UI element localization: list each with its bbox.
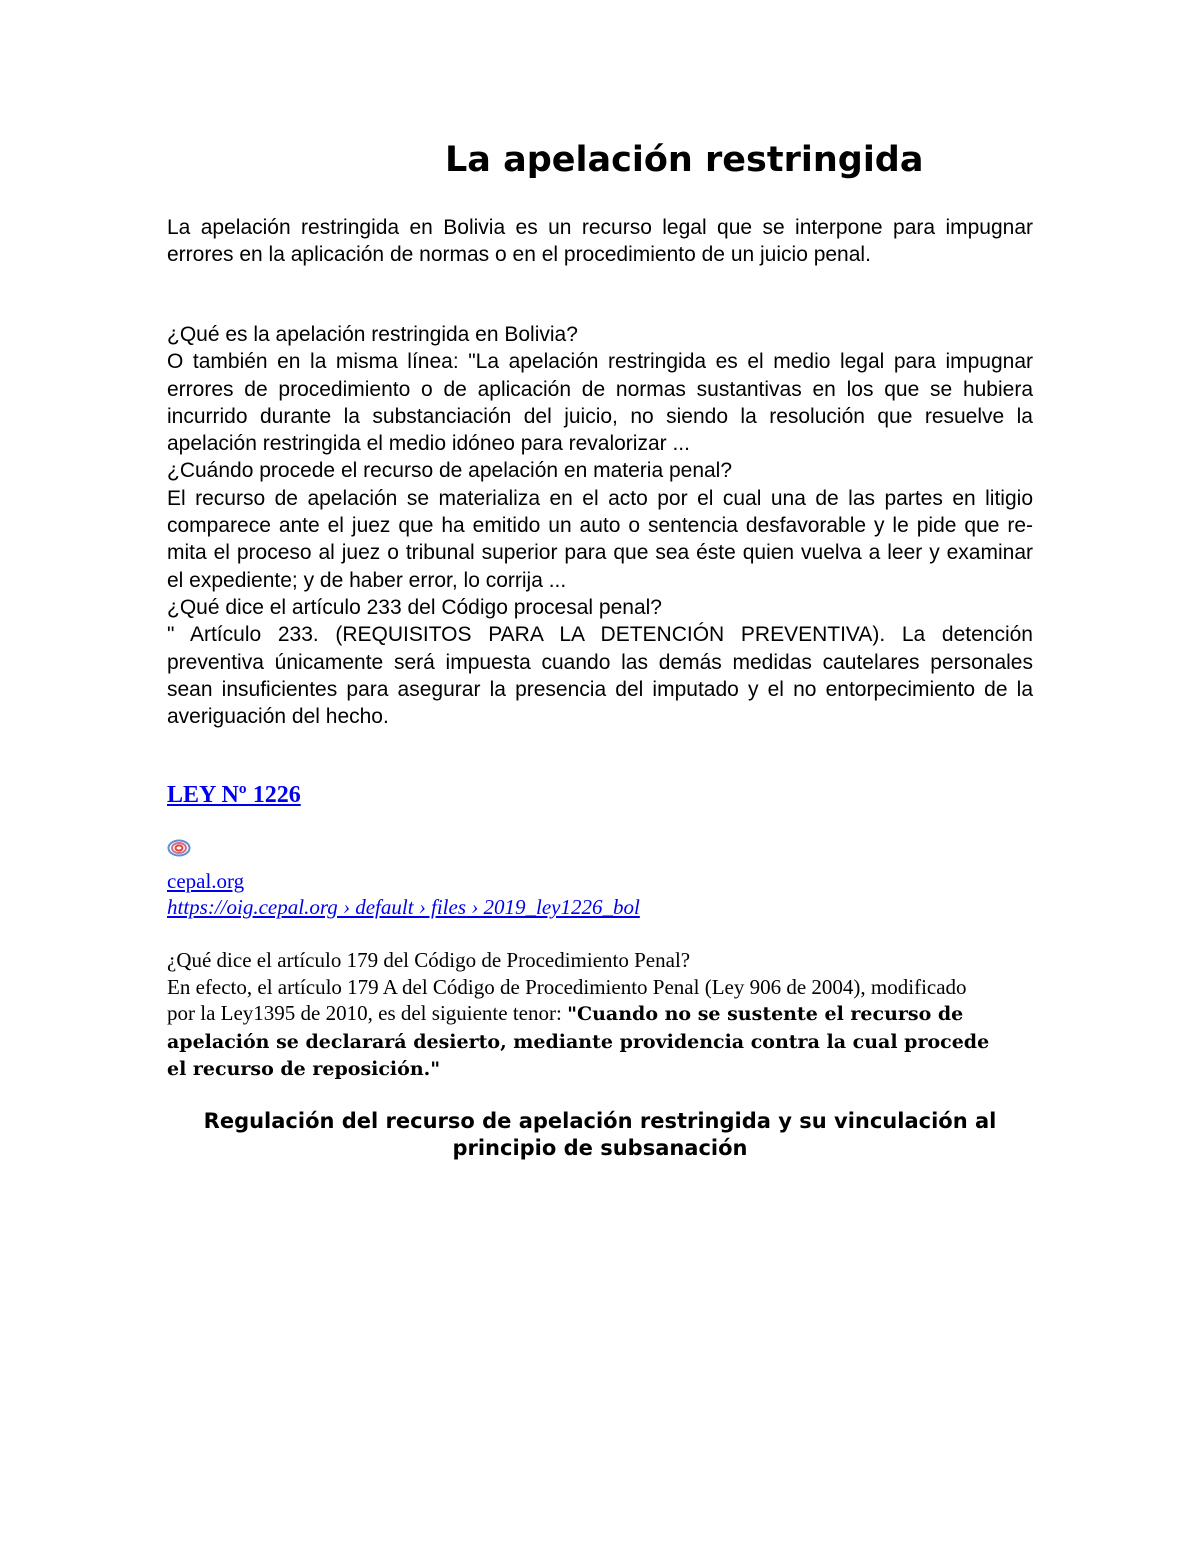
answer-4	[167, 974, 997, 1083]
cepal-logo-icon	[167, 839, 191, 857]
question-4: ¿Qué dice el artículo 179 del Código de Procedimiento Penal?	[167, 948, 691, 972]
cepal-url-link[interactable]: https://oig.cepal.org › default › files › 2019_ley1226_bol	[167, 895, 640, 919]
question-2: ¿Cuándo procede el recurso de apelación en materia penal?	[167, 459, 733, 483]
intro-section	[167, 214, 1033, 269]
answer-4-plain: En efecto, el artículo 179 A del Código de Procedimiento Penal (Ley 906 de 2004), modificado por la Ley1395 de 2010, es del siguiente tenor:	[167, 974, 967, 1025]
answer-4-quote: "Cuando no se sustente el recurso de apelación se declarará desierto, mediante providencia contra la cual procede el recurso de reposición."	[167, 1003, 990, 1080]
ley-1226-link[interactable]: LEY Nº 1226	[167, 782, 301, 808]
answer-2: El recurso de apelación se materializa en el acto por el cual una de las partes en litigio comparece ante el juez que ha emitido un auto o sentencia desfavorable y le pide que re- mita el proceso al juez o tribunal superior para que sea éste quien vuelva a leer y examinar el expediente; y de haber error, lo corrija ...	[167, 486, 1033, 592]
intro-paragraph: La apelación restringida en Bolivia es un recurso legal que se interpone para impugnar errores en la aplicación de normas o en el procedimiento de un juicio penal.	[167, 216, 1033, 267]
section-heading: Regulación del recurso de apelación restringida y su vinculación al principio de subsanación	[203, 1109, 997, 1160]
page-title: La apelación restringida	[445, 140, 924, 180]
answer-3: " Artículo 233. (REQUISITOS PARA LA DETENCIÓN PREVENTIVA). La detención preventiva únicamente será impuesta cuando las demás medidas cautelares personales sean insuficientes para asegurar la presencia del imputado y el no entorpecimiento de la averiguación del hecho.	[167, 623, 1033, 729]
question-1: ¿Qué es la apelación restringida en Bolivia?	[167, 323, 578, 346]
answer-1: O también en la misma línea: "La apelación restringida es el medio legal para impugnar errores de procedimiento o de aplicación de normas sustantivas en los que se hubiera incurrido durante la substanciación del juicio, no siendo la resolución que resuelve la apelación restringida el medio idóneo para revalorizar ...	[167, 350, 1033, 456]
article-179-section	[167, 947, 997, 1083]
faq-section	[167, 321, 1033, 730]
question-3: ¿Qué dice el artículo 233 del Código procesal penal?	[167, 595, 662, 619]
cepal-site-link[interactable]: cepal.org	[167, 869, 245, 893]
